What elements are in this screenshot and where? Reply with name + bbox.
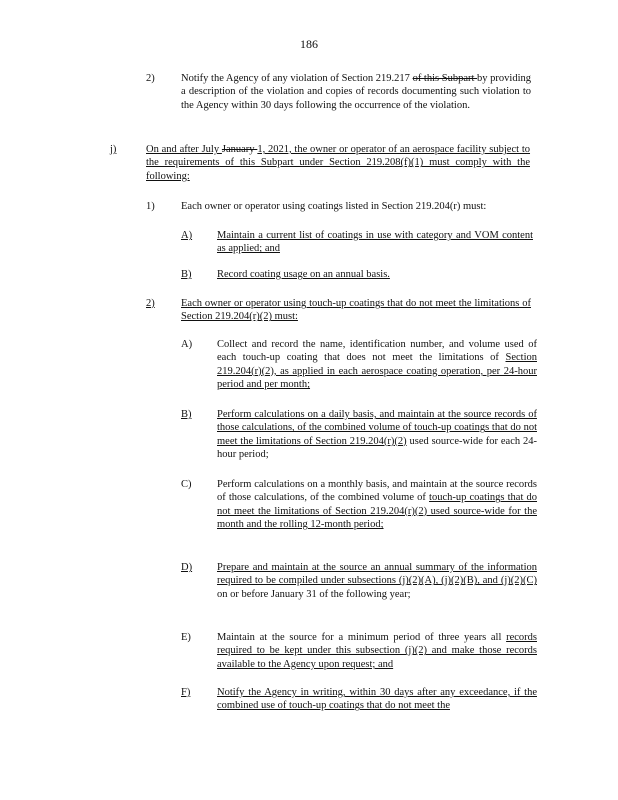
item-2d-text bbox=[217, 561, 537, 601]
item-label: 1) bbox=[146, 201, 155, 212]
paragraph-text: Collect and record the name, identification number, and volume used of each touch-up coating that does not meet the limitations of bbox=[217, 339, 537, 364]
item-label: A) bbox=[181, 230, 193, 241]
item-label: D) bbox=[181, 562, 193, 573]
paragraph-text: Perform calculations on a daily basis, and maintain at the source records of those calculations, of the combined volume of touch-up coatings that do not meet the limitations of Section 219.204(r)(2) bbox=[217, 409, 537, 447]
paragraph-text: 1, 2021, the owner or operator of an aerospace facility subject to the requirements of this Subpart under Section 219.208(f)(1) must comply with the following: bbox=[146, 144, 531, 182]
item-1b-text: Record coating usage on an annual basis. bbox=[217, 269, 390, 280]
paragraph-notify-violation bbox=[181, 72, 531, 112]
item-1-text: Each owner or operator using coatings listed in Section 219.204(r) must: bbox=[181, 201, 487, 212]
item-2c-text bbox=[217, 478, 537, 532]
item-label: B) bbox=[181, 269, 192, 280]
item-label: F) bbox=[181, 687, 191, 698]
item-label: A) bbox=[181, 339, 193, 350]
subsection-j-intro bbox=[146, 143, 530, 183]
paragraph-text: touch-up coatings that do not meet the limitations of Section 219.204(r)(2) used source-wide for the month and the rolling 12-month period; bbox=[217, 492, 538, 531]
paragraph-text: records required to be kept under this subsection (j)(2) and make those records available to the Agency upon request; and bbox=[217, 632, 537, 670]
item-label: E) bbox=[181, 632, 191, 643]
item-1a-text: Maintain a current list of coatings in use with category and VOM content as applied; and bbox=[217, 230, 533, 255]
item-label: 2) bbox=[146, 298, 155, 309]
struck-text: of this Subpart bbox=[412, 73, 478, 84]
page-number: 186 bbox=[300, 37, 318, 51]
paragraph-text: used source-wide for each 24-hour period; bbox=[217, 435, 537, 461]
item-2f-text: Notify the Agency in writing, within 30 days after any exceedance, if the combined use of touch-up coatings that do not meet the bbox=[217, 687, 537, 712]
paragraph-text: On and after July bbox=[146, 144, 222, 155]
paragraph-text: Notify the Agency of any violation of Section 219.217 bbox=[181, 73, 413, 84]
struck-text: January bbox=[221, 144, 258, 155]
paragraph-text: by providing a description of the violation and copies of records documenting such violation to the Agency within 30 days following the occurrence of the violation. bbox=[181, 73, 531, 111]
item-label: C) bbox=[181, 479, 192, 490]
paragraph-text: Perform calculations on a monthly basis, and maintain at the source records of those calculations, of the combined volume of bbox=[217, 479, 537, 504]
paragraph-text: on or before January 31 of the following year; bbox=[217, 588, 411, 600]
item-2e-text bbox=[217, 631, 537, 671]
item-2-text: Each owner or operator using touch-up coatings that do not meet the limitations of Section 219.204(r)(2) must: bbox=[181, 298, 531, 323]
paragraph-text: Section 219.204(r)(2), as applied in each aerospace coating operation, per 24-hour period and per month; bbox=[217, 352, 537, 391]
item-label: B) bbox=[181, 409, 192, 420]
paragraph-text: Prepare and maintain at the source an annual summary of the information required to be compiled under subsections (j)(2)(A), (j)(2)(B), and (j)(2)(C) bbox=[217, 562, 537, 587]
item-2b-text bbox=[217, 408, 537, 462]
item-label: 2) bbox=[146, 73, 155, 84]
paragraph-text: Maintain at the source for a minimum period of three years all bbox=[217, 632, 507, 643]
subsection-label: j) bbox=[110, 144, 117, 155]
item-2a-text bbox=[217, 338, 537, 392]
